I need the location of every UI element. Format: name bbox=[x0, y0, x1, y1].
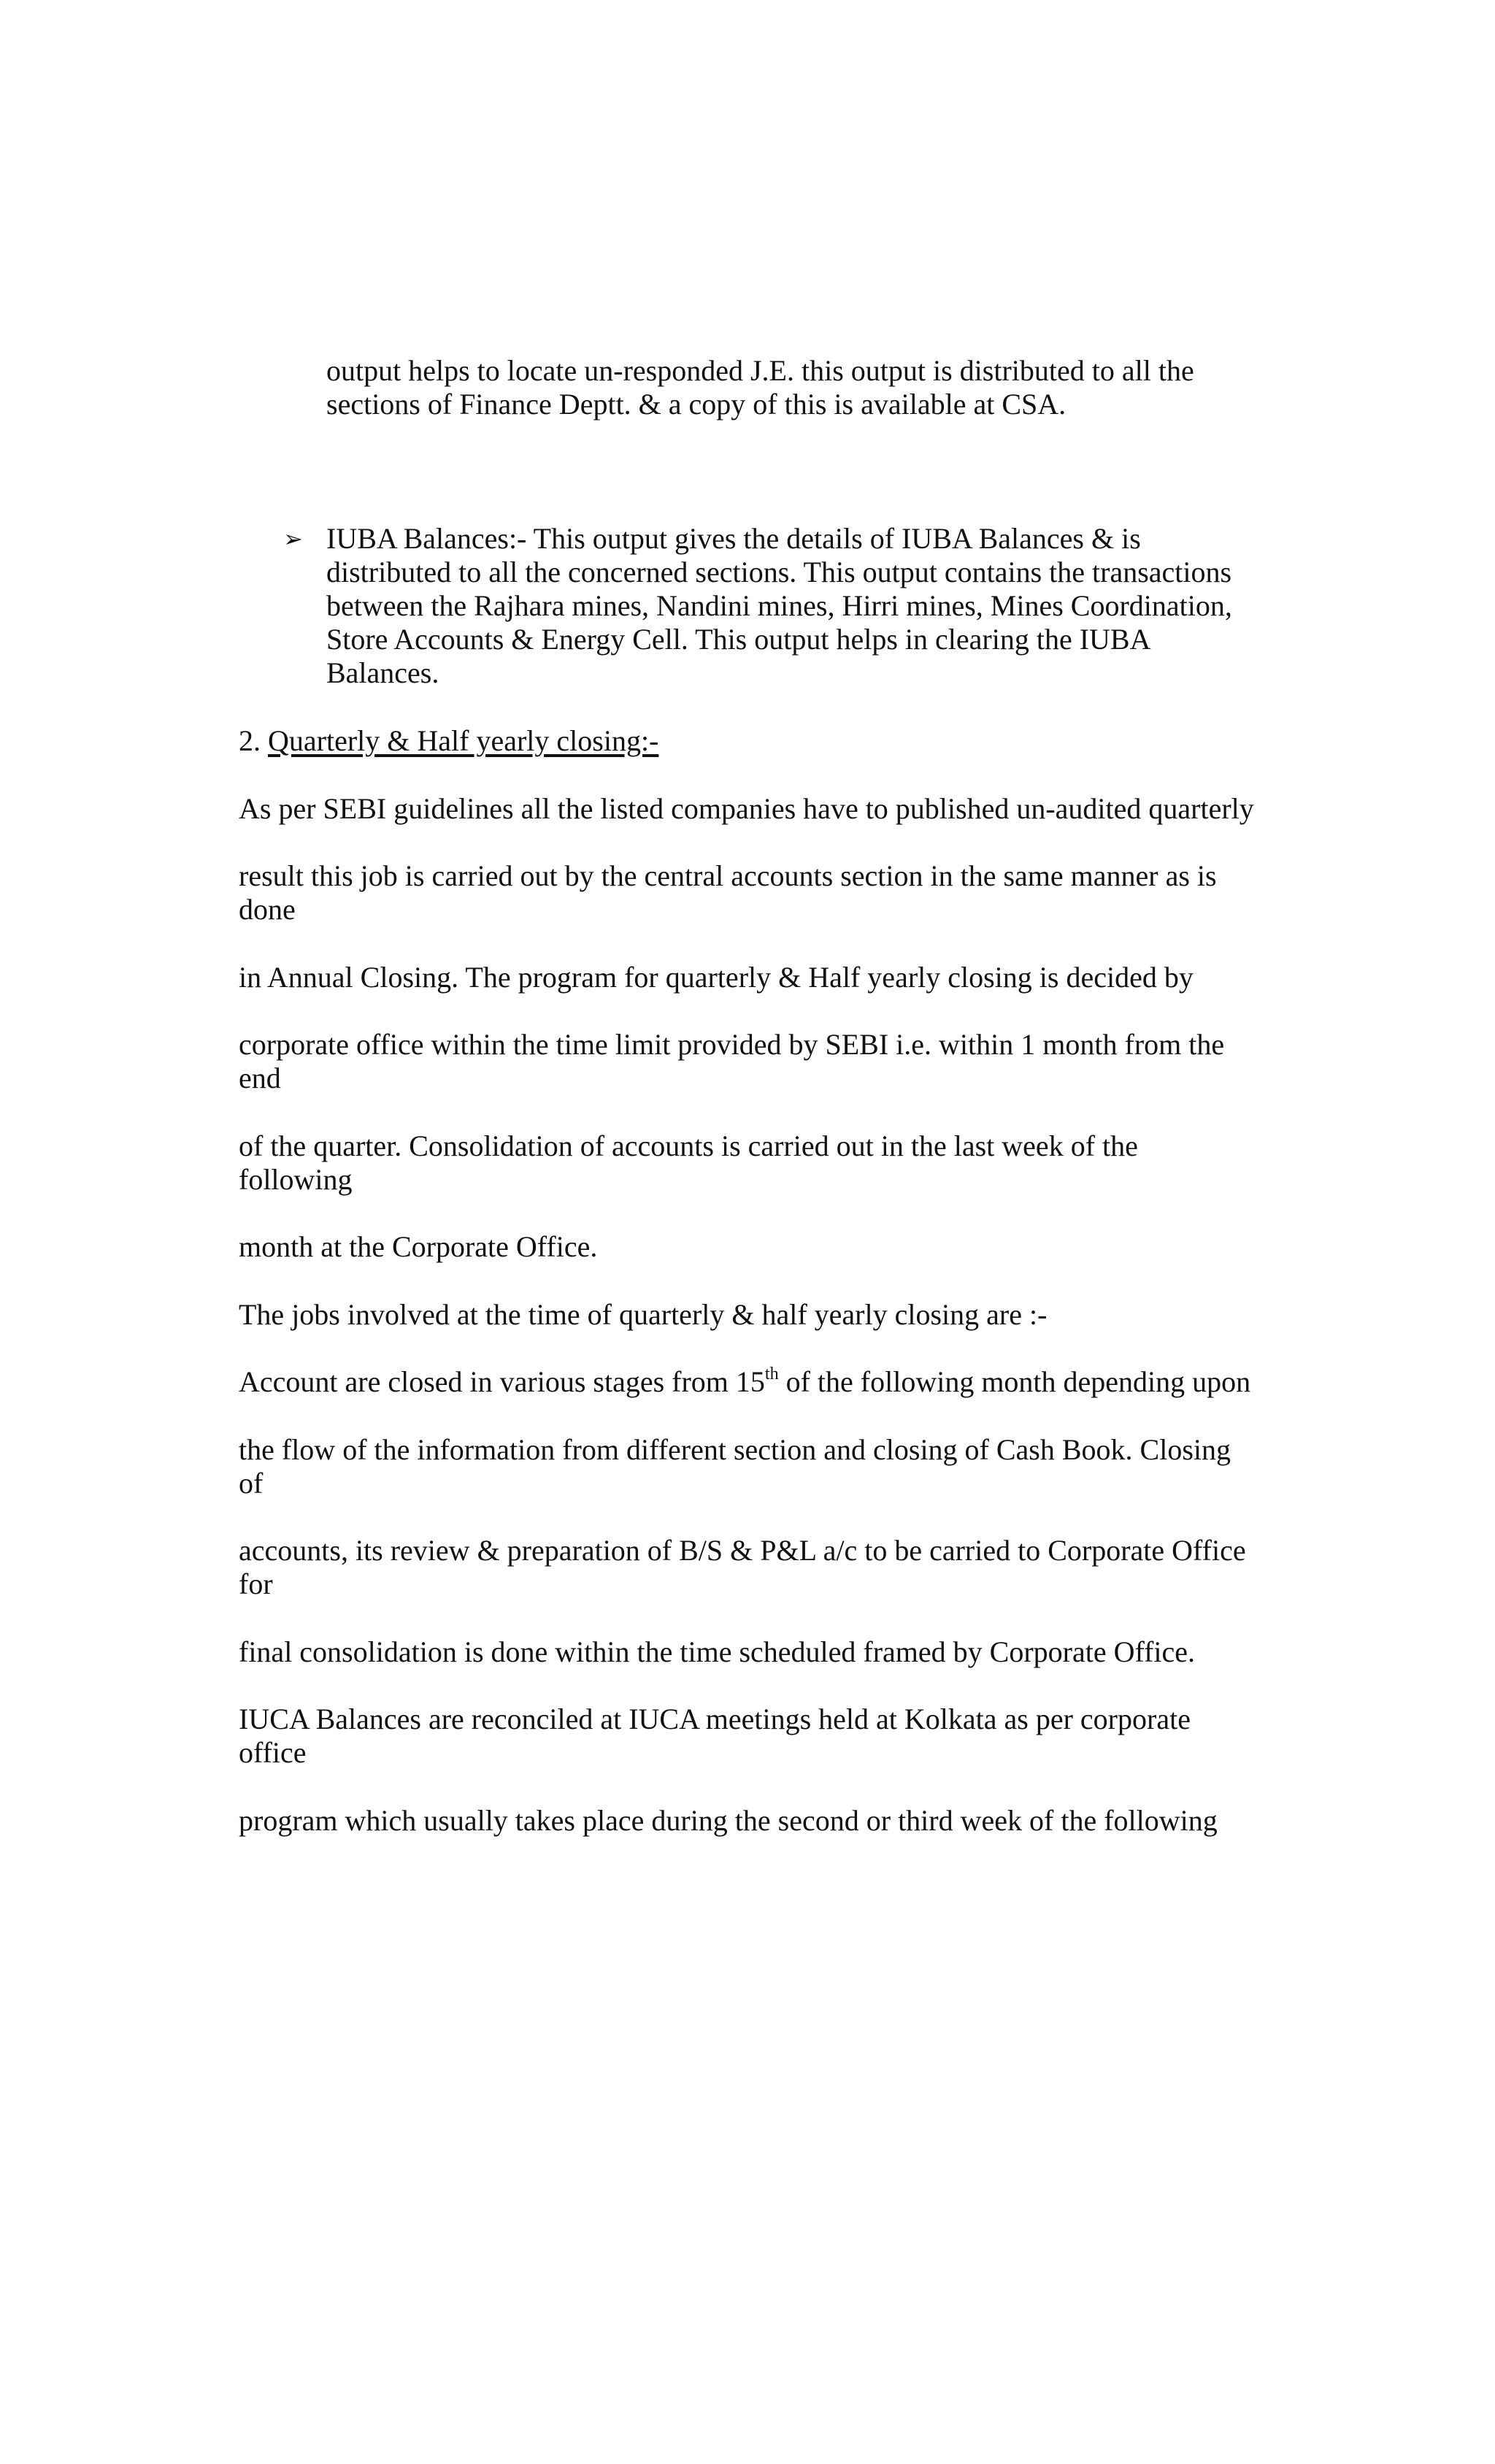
body-line: of the quarter. Consolidation of accounts is carried out in the last week of the bbox=[239, 1129, 1138, 1162]
body-line: the flow of the information from different section and closing of Cash Book. Closing bbox=[239, 1433, 1231, 1466]
section-title: Quarterly & Half yearly closing:- bbox=[268, 724, 659, 757]
bullet-line-5: Balances. bbox=[326, 656, 439, 689]
body-line: following bbox=[239, 1163, 353, 1196]
section-number: 2. bbox=[239, 724, 268, 757]
bullet-line-3: between the Rajhara mines, Nandini mines, Hirri mines, Mines Coordination, bbox=[326, 589, 1232, 622]
body-line: The jobs involved at the time of quarterly & half yearly closing are :- bbox=[239, 1298, 1048, 1331]
body-line: end bbox=[239, 1062, 281, 1094]
bullet-line-4: Store Accounts & Energy Cell. This output helps in clearing the IUBA bbox=[326, 623, 1151, 656]
body-line: result this job is carried out by the central accounts section in the same manner as is bbox=[239, 859, 1217, 892]
bullet-line-2: distributed to all the concerned sections. This output contains the transactions bbox=[326, 556, 1232, 588]
body-line: IUCA Balances are reconciled at IUCA meetings held at Kolkata as per corporate bbox=[239, 1703, 1191, 1735]
intro-line-2: sections of Finance Deptt. & a copy of this is available at CSA. bbox=[326, 388, 1067, 421]
body-line: of bbox=[239, 1467, 264, 1500]
body-text-span: of the following month depending upon bbox=[778, 1365, 1251, 1398]
intro-line-1: output helps to locate un-responded J.E. this output is distributed to all the bbox=[326, 354, 1194, 387]
body-line: As per SEBI guidelines all the listed companies have to published un-audited quarterly bbox=[239, 792, 1254, 825]
ordinal-superscript: th bbox=[764, 1365, 779, 1383]
body-line: office bbox=[239, 1736, 307, 1769]
body-line: accounts, its review & preparation of B/S & P&L a/c to be carried to Corporate Office bbox=[239, 1534, 1246, 1567]
body-line: for bbox=[239, 1567, 273, 1600]
body-line: month at the Corporate Office. bbox=[239, 1230, 598, 1263]
arrow-bullet-icon: ➢ bbox=[283, 526, 303, 552]
body-line: in Annual Closing. The program for quarterly & Half yearly closing is decided by bbox=[239, 961, 1194, 994]
bullet-line-1: IUBA Balances:- This output gives the details of IUBA Balances & is bbox=[326, 522, 1141, 555]
body-line: corporate office within the time limit provided by SEBI i.e. within 1 month from the bbox=[239, 1028, 1225, 1061]
section-heading bbox=[239, 724, 658, 758]
body-line: program which usually takes place during the second or third week of the following bbox=[239, 1804, 1218, 1837]
body-line: final consolidation is done within the time scheduled framed by Corporate Office. bbox=[239, 1635, 1196, 1668]
body-text-span: Account are closed in various stages from 15 bbox=[239, 1365, 765, 1398]
body-line bbox=[239, 1365, 1250, 1399]
body-line: done bbox=[239, 893, 296, 926]
